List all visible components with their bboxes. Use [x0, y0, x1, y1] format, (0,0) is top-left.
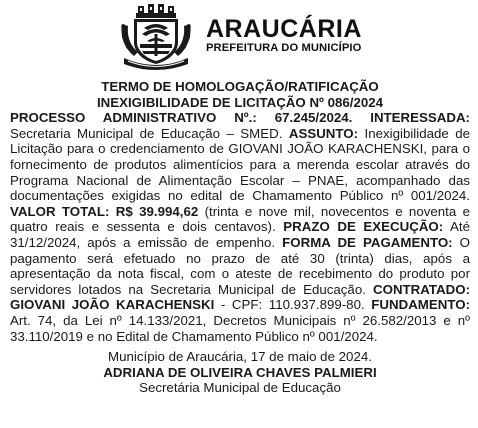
- prazo-label: PRAZO DE EXECUÇÃO:: [283, 219, 444, 235]
- prazo-value: Até 31/12/2024, após a emissão de empenho.: [10, 219, 470, 250]
- municipal-coat-of-arms-icon: [118, 4, 200, 70]
- processo-value: Secretaria Municipal de Educação – SMED.: [10, 125, 289, 141]
- contratado-label: CONTRATADO: GIOVANI JOÃO KARACHENSKI: [10, 281, 470, 313]
- letterhead: [0, 0, 478, 72]
- notice-title-line-2: INEXIGIBILIDADE DE LICITAÇÃO Nº 086/2024: [96, 94, 384, 110]
- signature-block: [10, 349, 470, 396]
- valor-label: VALOR TOTAL: R$ 39.994,62: [10, 203, 199, 219]
- forma-value: O pagamento será efetuado no prazo de até 30 (trinta) dias, após a apresentação da nota fiscal, com o ateste de recebimento do produto por servidores lotados na Secretaria Municipal de Educação.: [10, 234, 470, 297]
- signer-role: Secretária Municipal de Educação: [139, 380, 341, 396]
- brand-block: [206, 16, 362, 55]
- signer-name: ADRIANA DE OLIVEIRA CHAVES PALMIERI: [103, 364, 377, 380]
- brand-subtitle: PREFEITURA DO MUNICÍPIO: [206, 42, 362, 54]
- processo-label: PROCESSO ADMINISTRATIVO Nº.: 67.245/2024. INTERESSADA:: [10, 110, 470, 126]
- assunto-label: ASSUNTO:: [288, 125, 359, 141]
- official-notice: [10, 79, 470, 396]
- valor-value: (trinta e nove mil, novecentos e noventa e quatro reais e sessenta e dois centavos).: [10, 203, 470, 235]
- brand-name: ARAUCÁRIA: [206, 15, 362, 43]
- fundamento-value: Art. 74, da Lei nº 14.133/2021, Decretos Municipais nº 26.582/2013 e nº 33.110/2019 e no Edital de Chamamento Público nº 001/2024.: [10, 312, 470, 344]
- assunto-value: Inexigibilidade de Licitação para o credenciamento de GIOVANI JOÃO KARACHENSKI, para o fornecimento de produtos alimentícios para a merenda escolar através do Programa Nacional de Alimentação Escolar – PNAE, acompanhado das documentações exigidas no edital de Chamamento Público nº 001/2024.: [10, 125, 471, 204]
- contratado-value: - CPF: 110.937.899-80.: [214, 297, 372, 313]
- notice-body: [10, 110, 470, 344]
- place-date: Município de Araucária, 17 de maio de 2024.: [108, 349, 372, 365]
- forma-label: FORMA DE PAGAMENTO:: [282, 234, 453, 250]
- fundamento-label: FUNDAMENTO:: [371, 297, 470, 313]
- notice-title-line-1: TERMO DE HOMOLOGAÇÃO/RATIFICAÇÃO: [101, 79, 379, 94]
